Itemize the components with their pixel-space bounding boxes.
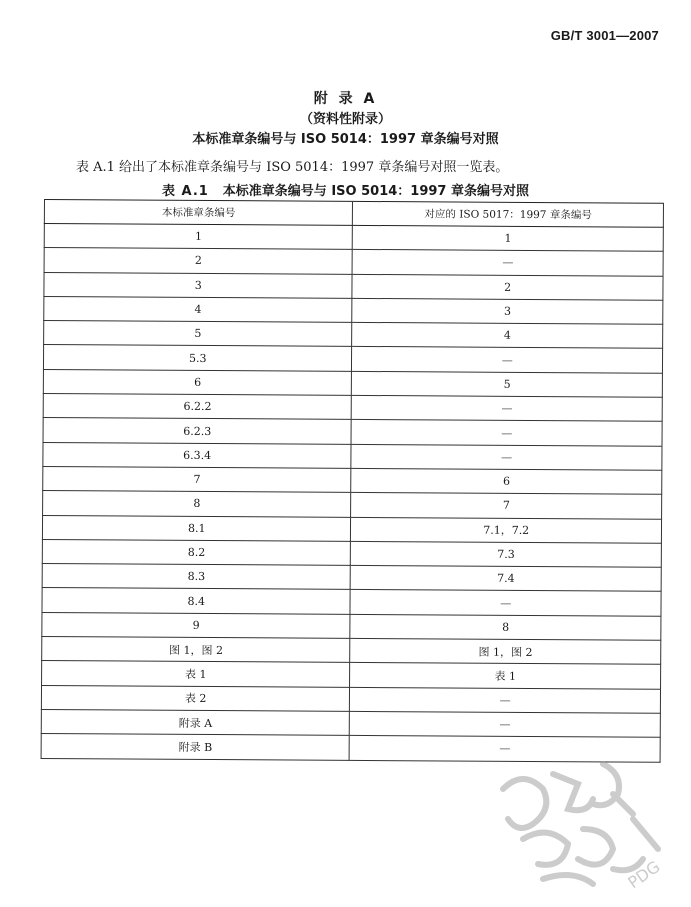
cell-iso-clause: 表 1 (350, 663, 661, 689)
stamp-text: PDG (624, 856, 664, 893)
table-row (43, 442, 662, 470)
standard-number: GB/T 3001—2007 (550, 28, 659, 43)
cell-this-standard-clause: 6.2.2 (43, 394, 352, 420)
table-body (41, 224, 663, 762)
table-row (44, 321, 663, 349)
table-row (43, 466, 662, 494)
appendix-name: 本标准章条编号与 ISO 5014：1997 章条编号对照 (192, 132, 499, 147)
cell-iso-clause: 7 (351, 493, 662, 519)
cell-iso-clause: — (350, 590, 661, 616)
intro-paragraph: 表 A.1 给出了本标准章条编号与 ISO 5014：1997 章条编号对照一览表。 (76, 160, 509, 175)
table-row (43, 369, 662, 397)
cell-iso-clause: 6 (351, 468, 662, 494)
table-row (42, 515, 661, 543)
cell-this-standard-clause: 6.3.4 (43, 442, 352, 468)
cell-this-standard-clause: 8.3 (42, 564, 351, 590)
table-caption (0, 180, 691, 199)
column-header-this-standard: 本标准章条编号 (44, 200, 353, 226)
cell-iso-clause: — (351, 444, 662, 470)
cell-this-standard-clause: 表 2 (41, 685, 350, 711)
cell-iso-clause: 2 (352, 274, 663, 300)
cell-iso-clause: 3 (352, 298, 663, 324)
cell-iso-clause: 7.4 (351, 566, 662, 592)
cell-this-standard-clause: 8 (43, 491, 352, 517)
column-header-iso: 对应的 ISO 5017：1997 章条编号 (353, 201, 664, 227)
cell-this-standard-clause: 7 (43, 466, 352, 492)
cell-this-standard-clause: 1 (44, 224, 353, 250)
cell-this-standard-clause: 8.1 (42, 515, 351, 541)
cell-iso-clause: — (350, 736, 661, 762)
table-row (44, 224, 663, 252)
clause-mapping-table (41, 199, 664, 762)
appendix-subtitle: （资料性附录） (299, 112, 391, 127)
cell-iso-clause: 5 (352, 371, 663, 397)
table-caption-title: 本标准章条编号与 ISO 5014：1997 章条编号对照 (222, 184, 529, 199)
cell-this-standard-clause: 5 (44, 321, 353, 347)
cell-this-standard-clause: 附录 A (41, 709, 350, 735)
appendix-title: 附 录 A (313, 91, 378, 107)
table-row (44, 248, 663, 276)
cell-this-standard-clause: 4 (44, 296, 353, 322)
cell-this-standard-clause: 6.2.3 (43, 418, 352, 444)
cell-iso-clause: 8 (350, 614, 661, 640)
stamp-stroke (578, 819, 658, 865)
cell-this-standard-clause: 6 (43, 369, 352, 395)
cell-iso-clause: — (350, 687, 661, 713)
cell-this-standard-clause: 附录 B (41, 734, 350, 760)
cell-this-standard-clause: 3 (44, 272, 353, 298)
cell-this-standard-clause: 2 (44, 248, 353, 274)
table-row (42, 564, 661, 592)
cell-iso-clause: 1 (353, 225, 664, 251)
cell-iso-clause: 4 (352, 323, 663, 349)
table-row (43, 394, 662, 422)
cell-this-standard-clause: 表 1 (42, 661, 351, 687)
cell-iso-clause: 7.1，7.2 (351, 517, 662, 543)
cell-iso-clause: — (352, 347, 663, 373)
cell-iso-clause: 图 1，图 2 (350, 638, 661, 664)
cell-this-standard-clause: 图 1，图 2 (42, 637, 351, 663)
cell-iso-clause: — (352, 395, 663, 421)
table-row (44, 272, 663, 300)
cell-this-standard-clause: 8.2 (42, 539, 351, 565)
table-row (43, 345, 662, 373)
table-row (44, 296, 663, 324)
cell-iso-clause: — (351, 420, 662, 446)
cell-this-standard-clause: 5.3 (43, 345, 352, 371)
stamp-stroke (523, 833, 568, 865)
table-row (43, 491, 662, 519)
cell-iso-clause: — (353, 250, 664, 276)
table-row (42, 588, 661, 616)
table-caption-number: 表 A.1 (161, 184, 209, 199)
table-row (42, 539, 661, 567)
cell-this-standard-clause: 8.4 (42, 588, 351, 614)
stamp-stroke (503, 779, 546, 828)
stamp-stroke (553, 774, 593, 810)
stamp-stroke (593, 764, 633, 814)
table-row (43, 418, 662, 446)
cell-iso-clause: — (350, 711, 661, 737)
library-stamp-watermark (483, 749, 683, 899)
cell-iso-clause: 7.3 (351, 541, 662, 567)
cell-this-standard-clause: 9 (42, 612, 351, 638)
